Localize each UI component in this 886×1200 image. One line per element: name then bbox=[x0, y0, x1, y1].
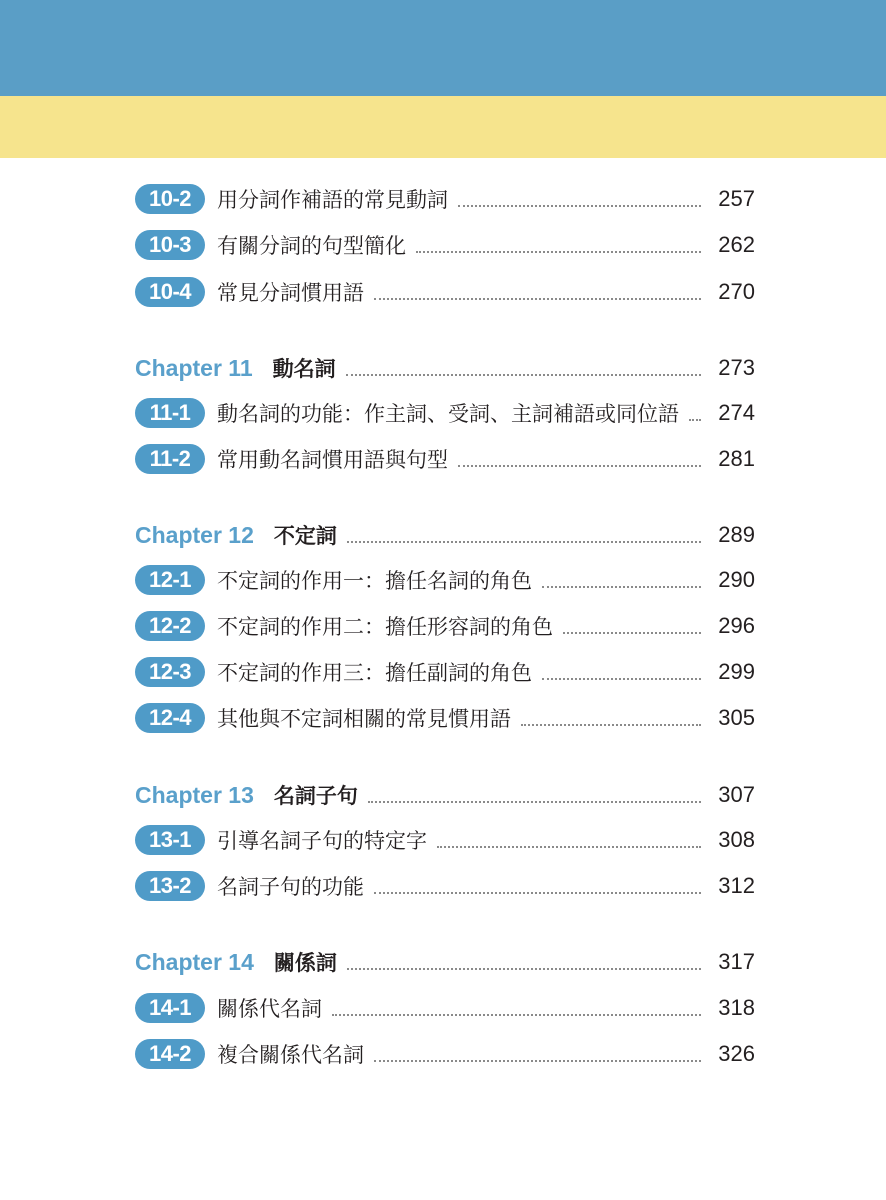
chapter-label: Chapter 14 bbox=[135, 948, 254, 975]
section-title: 不定詞的作用三：擔任副詞的角色 bbox=[217, 661, 532, 685]
page-number: 273 bbox=[718, 355, 755, 380]
section-number-badge: 12-1 bbox=[135, 565, 205, 595]
dot-leader bbox=[521, 724, 701, 726]
section-number-badge: 13-1 bbox=[135, 825, 205, 855]
page-number: 281 bbox=[718, 446, 755, 471]
chapter-title: 關係詞 bbox=[273, 951, 337, 975]
section-number-badge: 12-2 bbox=[135, 611, 205, 641]
page-number: 307 bbox=[718, 782, 755, 807]
section-number-badge: 12-3 bbox=[135, 657, 205, 687]
dot-leader bbox=[416, 251, 701, 253]
section-title: 關係代名詞 bbox=[217, 997, 322, 1021]
section-title: 引導名詞子句的特定字 bbox=[217, 829, 427, 853]
section-title: 其他與不定詞相關的常見慣用語 bbox=[217, 707, 511, 731]
page-number: 262 bbox=[718, 232, 755, 257]
toc-chapter-row[interactable] bbox=[135, 520, 755, 550]
section-title: 名詞子句的功能 bbox=[217, 875, 364, 899]
section-number-badge: 10-2 bbox=[135, 184, 205, 214]
section-number-badge: 13-2 bbox=[135, 871, 205, 901]
section-title: 動名詞的功能：作主詞、受詞、主詞補語或同位語 bbox=[217, 402, 679, 426]
chapter-label: Chapter 13 bbox=[135, 781, 254, 808]
page-number: 274 bbox=[718, 400, 755, 425]
dot-leader bbox=[347, 968, 701, 970]
section-title: 不定詞的作用一：擔任名詞的角色 bbox=[217, 569, 532, 593]
toc-chapter-row[interactable] bbox=[135, 780, 755, 810]
section-number-badge: 12-4 bbox=[135, 703, 205, 733]
toc-section-row[interactable] bbox=[135, 657, 755, 687]
dot-leader bbox=[347, 541, 701, 543]
section-number-badge: 10-4 bbox=[135, 277, 205, 307]
dot-leader bbox=[374, 298, 701, 300]
section-number-badge: 10-3 bbox=[135, 230, 205, 260]
toc-section-row[interactable] bbox=[135, 277, 755, 307]
dot-leader bbox=[368, 801, 701, 803]
dot-leader bbox=[346, 374, 701, 376]
toc-section-row[interactable] bbox=[135, 398, 755, 428]
toc-section-row[interactable] bbox=[135, 565, 755, 595]
toc-section-row[interactable] bbox=[135, 184, 755, 214]
toc-section-row[interactable] bbox=[135, 1039, 755, 1069]
toc-section-row[interactable] bbox=[135, 444, 755, 474]
toc-section-row[interactable] bbox=[135, 993, 755, 1023]
dot-leader bbox=[689, 419, 701, 421]
toc-section-row[interactable] bbox=[135, 230, 755, 260]
section-number-badge: 14-2 bbox=[135, 1039, 205, 1069]
chapter-label: Chapter 11 bbox=[135, 354, 253, 381]
page-number: 296 bbox=[718, 613, 755, 638]
page-number: 326 bbox=[718, 1041, 755, 1066]
toc-section-row[interactable] bbox=[135, 703, 755, 733]
section-number-badge: 14-1 bbox=[135, 993, 205, 1023]
page-number: 290 bbox=[718, 567, 755, 592]
section-title: 常用動名詞慣用語與句型 bbox=[217, 448, 448, 472]
section-number-badge: 11-2 bbox=[135, 444, 205, 474]
section-title: 不定詞的作用二：擔任形容詞的角色 bbox=[217, 615, 553, 639]
dot-leader bbox=[542, 678, 701, 680]
dot-leader bbox=[374, 1060, 701, 1062]
page-number: 318 bbox=[718, 995, 755, 1020]
section-title: 常見分詞慣用語 bbox=[217, 281, 364, 305]
section-number-badge: 11-1 bbox=[135, 398, 205, 428]
toc-section-row[interactable] bbox=[135, 871, 755, 901]
chapter-title: 動名詞 bbox=[272, 357, 336, 381]
dot-leader bbox=[458, 465, 701, 467]
dot-leader bbox=[542, 586, 701, 588]
toc-chapter-row[interactable] bbox=[135, 947, 755, 977]
toc-section-row[interactable] bbox=[135, 611, 755, 641]
section-title: 有關分詞的句型簡化 bbox=[217, 234, 406, 258]
dot-leader bbox=[437, 846, 701, 848]
section-title: 用分詞作補語的常見動詞 bbox=[217, 188, 448, 212]
page-number: 305 bbox=[718, 705, 755, 730]
toc-section-row[interactable] bbox=[135, 825, 755, 855]
dot-leader bbox=[332, 1014, 701, 1016]
page-number: 257 bbox=[718, 186, 755, 211]
dot-leader bbox=[563, 632, 701, 634]
chapter-title: 不定詞 bbox=[273, 524, 337, 548]
chapter-label: Chapter 12 bbox=[135, 521, 254, 548]
page-number: 308 bbox=[718, 827, 755, 852]
section-title: 複合關係代名詞 bbox=[217, 1043, 364, 1067]
page-number: 317 bbox=[718, 949, 755, 974]
page-number: 299 bbox=[718, 659, 755, 684]
page-number: 270 bbox=[718, 279, 755, 304]
page-number: 312 bbox=[718, 873, 755, 898]
toc-chapter-row[interactable] bbox=[135, 353, 755, 383]
dot-leader bbox=[374, 892, 701, 894]
chapter-title: 名詞子句 bbox=[273, 784, 358, 808]
page-number: 289 bbox=[718, 522, 755, 547]
dot-leader bbox=[458, 205, 701, 207]
